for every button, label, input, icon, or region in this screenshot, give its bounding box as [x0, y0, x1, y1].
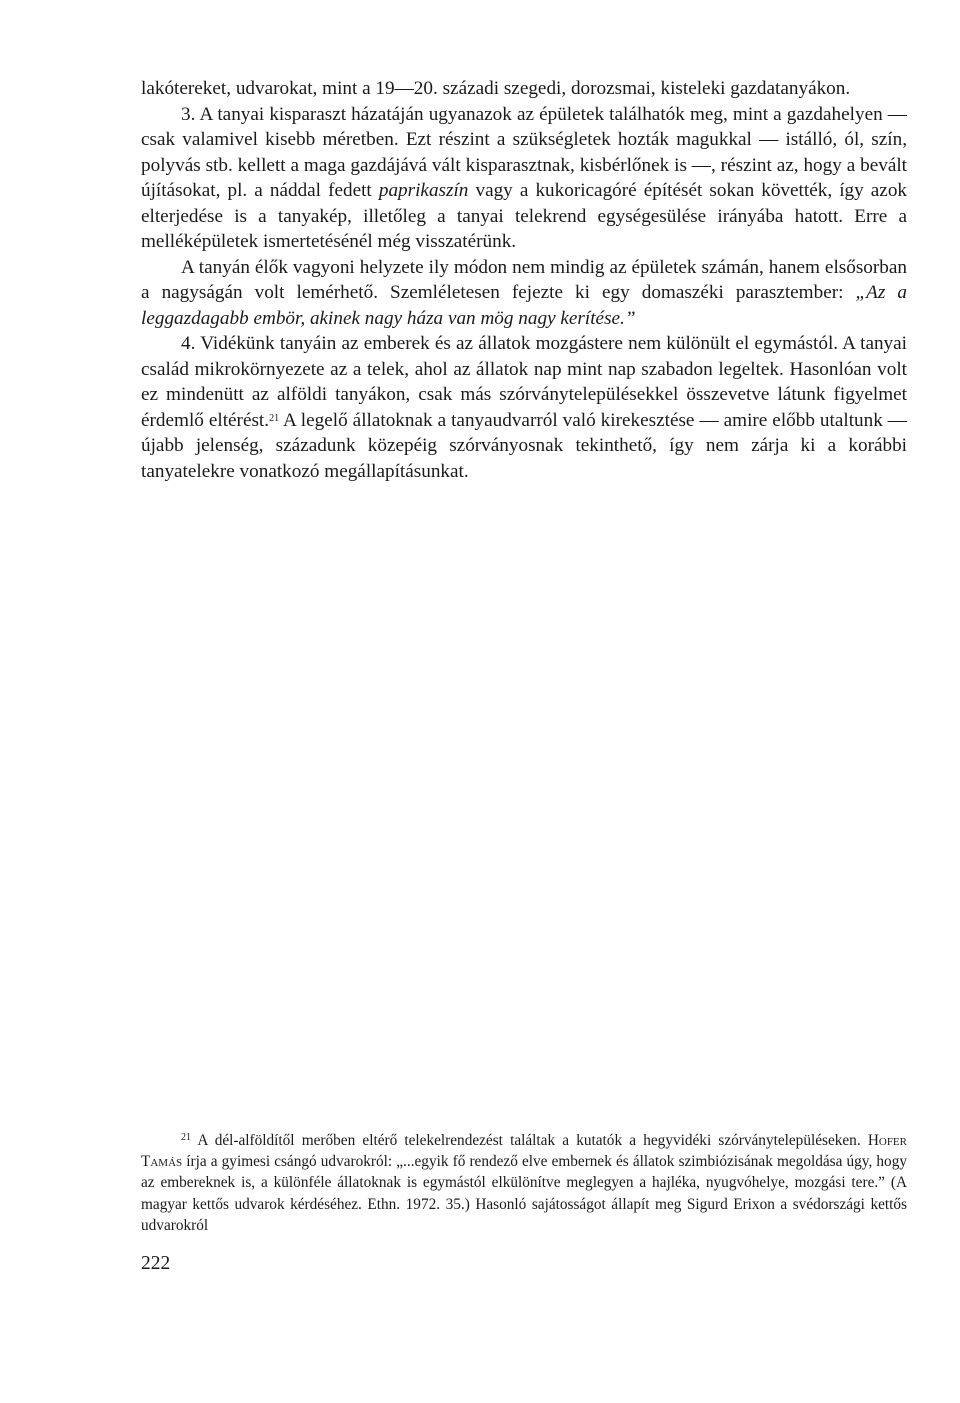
- main-text: [141, 76, 907, 484]
- italic-quote: „Az a leggazdagabb embör, akinek nagy háza van mög nagy kerítése.”: [141, 282, 908, 329]
- paragraph-wealth: [141, 255, 907, 332]
- footnote-segment: A dél-alföldítől merőben eltérő telekelrendezést találtak a kutatók a hegyvidéki szórványtelepüléseken.: [191, 1132, 868, 1149]
- paragraph-text: 4. Vidékünk tanyáin az emberek és az állatok mozgástere nem különült el egymástól. A tanyai család mikrokörnyezete az a telek, ahol az állatok nap mint nap szabadon legeltek. Hasonlóan volt ez mindenütt az alföldi tanyákon, csak más szórványtelepülésekkel összevetve látunk figyelmet érdemlő eltérést.: [141, 333, 907, 431]
- footnote-segment: írja a gyimesi csángó udvarokról: „...egyik fő rendező elve embernek és állatok szimbiózisának megoldása úgy, hogy az embereknek is, a különféle állatoknak is egymástól elkülönítve meglegyen a hajléka, nyugvóhelye, mozgási tere.” (A magyar kettős udvarok kérdéséhez. Ethn. 1972. 35.) Hasonló sajátosságot állapít meg Sigurd Erixon a svédországi kettős udvarokról: [141, 1153, 907, 1234]
- paragraph-text: 3. A tanyai kisparaszt házatáján ugyanazok az épületek találhatók meg, mint a gazdahelyen — csak valamivel kisebb méretben. Ezt részint a szükségletek hozták magukkal — istálló, ól, szín, polyvás stb. kellett a maga gazdájává vált kisparasztnak, kisbérlőnek is —, részint az, hogy a bevált újításokat, pl. a náddal fedett: [141, 103, 907, 201]
- footnote-mark: 21: [181, 1132, 191, 1143]
- paragraph-section-3: [141, 102, 907, 255]
- paragraph-section-4: [141, 331, 907, 484]
- paragraph-continuation: [141, 76, 907, 102]
- footnote-reference: 21: [269, 412, 280, 424]
- footnote-text: [141, 1130, 907, 1236]
- italic-term: paprikaszín: [378, 180, 469, 201]
- paragraph-text: A tanyán élők vagyoni helyzete ily módon nem mindig az épületek számán, hanem elsősorban a nagyságán volt lemérhető. Szemléletesen fejezte ki egy domaszéki parasztember:: [141, 256, 907, 303]
- paragraph-text: A legelő állatoknak a tanyaudvarról való kirekesztése — amire előbb utaltunk — újabb jelenség, századunk közepéig szórványosnak tekinthető, így nem zárja ki a korábbi tanyatelekre vonatkozó megállapításunkat.: [141, 409, 907, 482]
- page-number: 222: [141, 1253, 171, 1274]
- footnote-author: Hofer Tamás: [141, 1132, 907, 1171]
- paragraph-text: lakótereket, udvarokat, mint a 19—20. századi szegedi, dorozsmai, kisteleki gazdatanyákon.: [141, 78, 851, 99]
- paragraph-text: vagy a kukoricagóré építését sokan követték, így azok elterjedése is a tanyakép, illetőleg a tanyai telekrend egységesülése irányába hatott. Erre a melléképületek ismertetésénél még visszatérünk.: [141, 180, 908, 252]
- footnote: [141, 1130, 907, 1236]
